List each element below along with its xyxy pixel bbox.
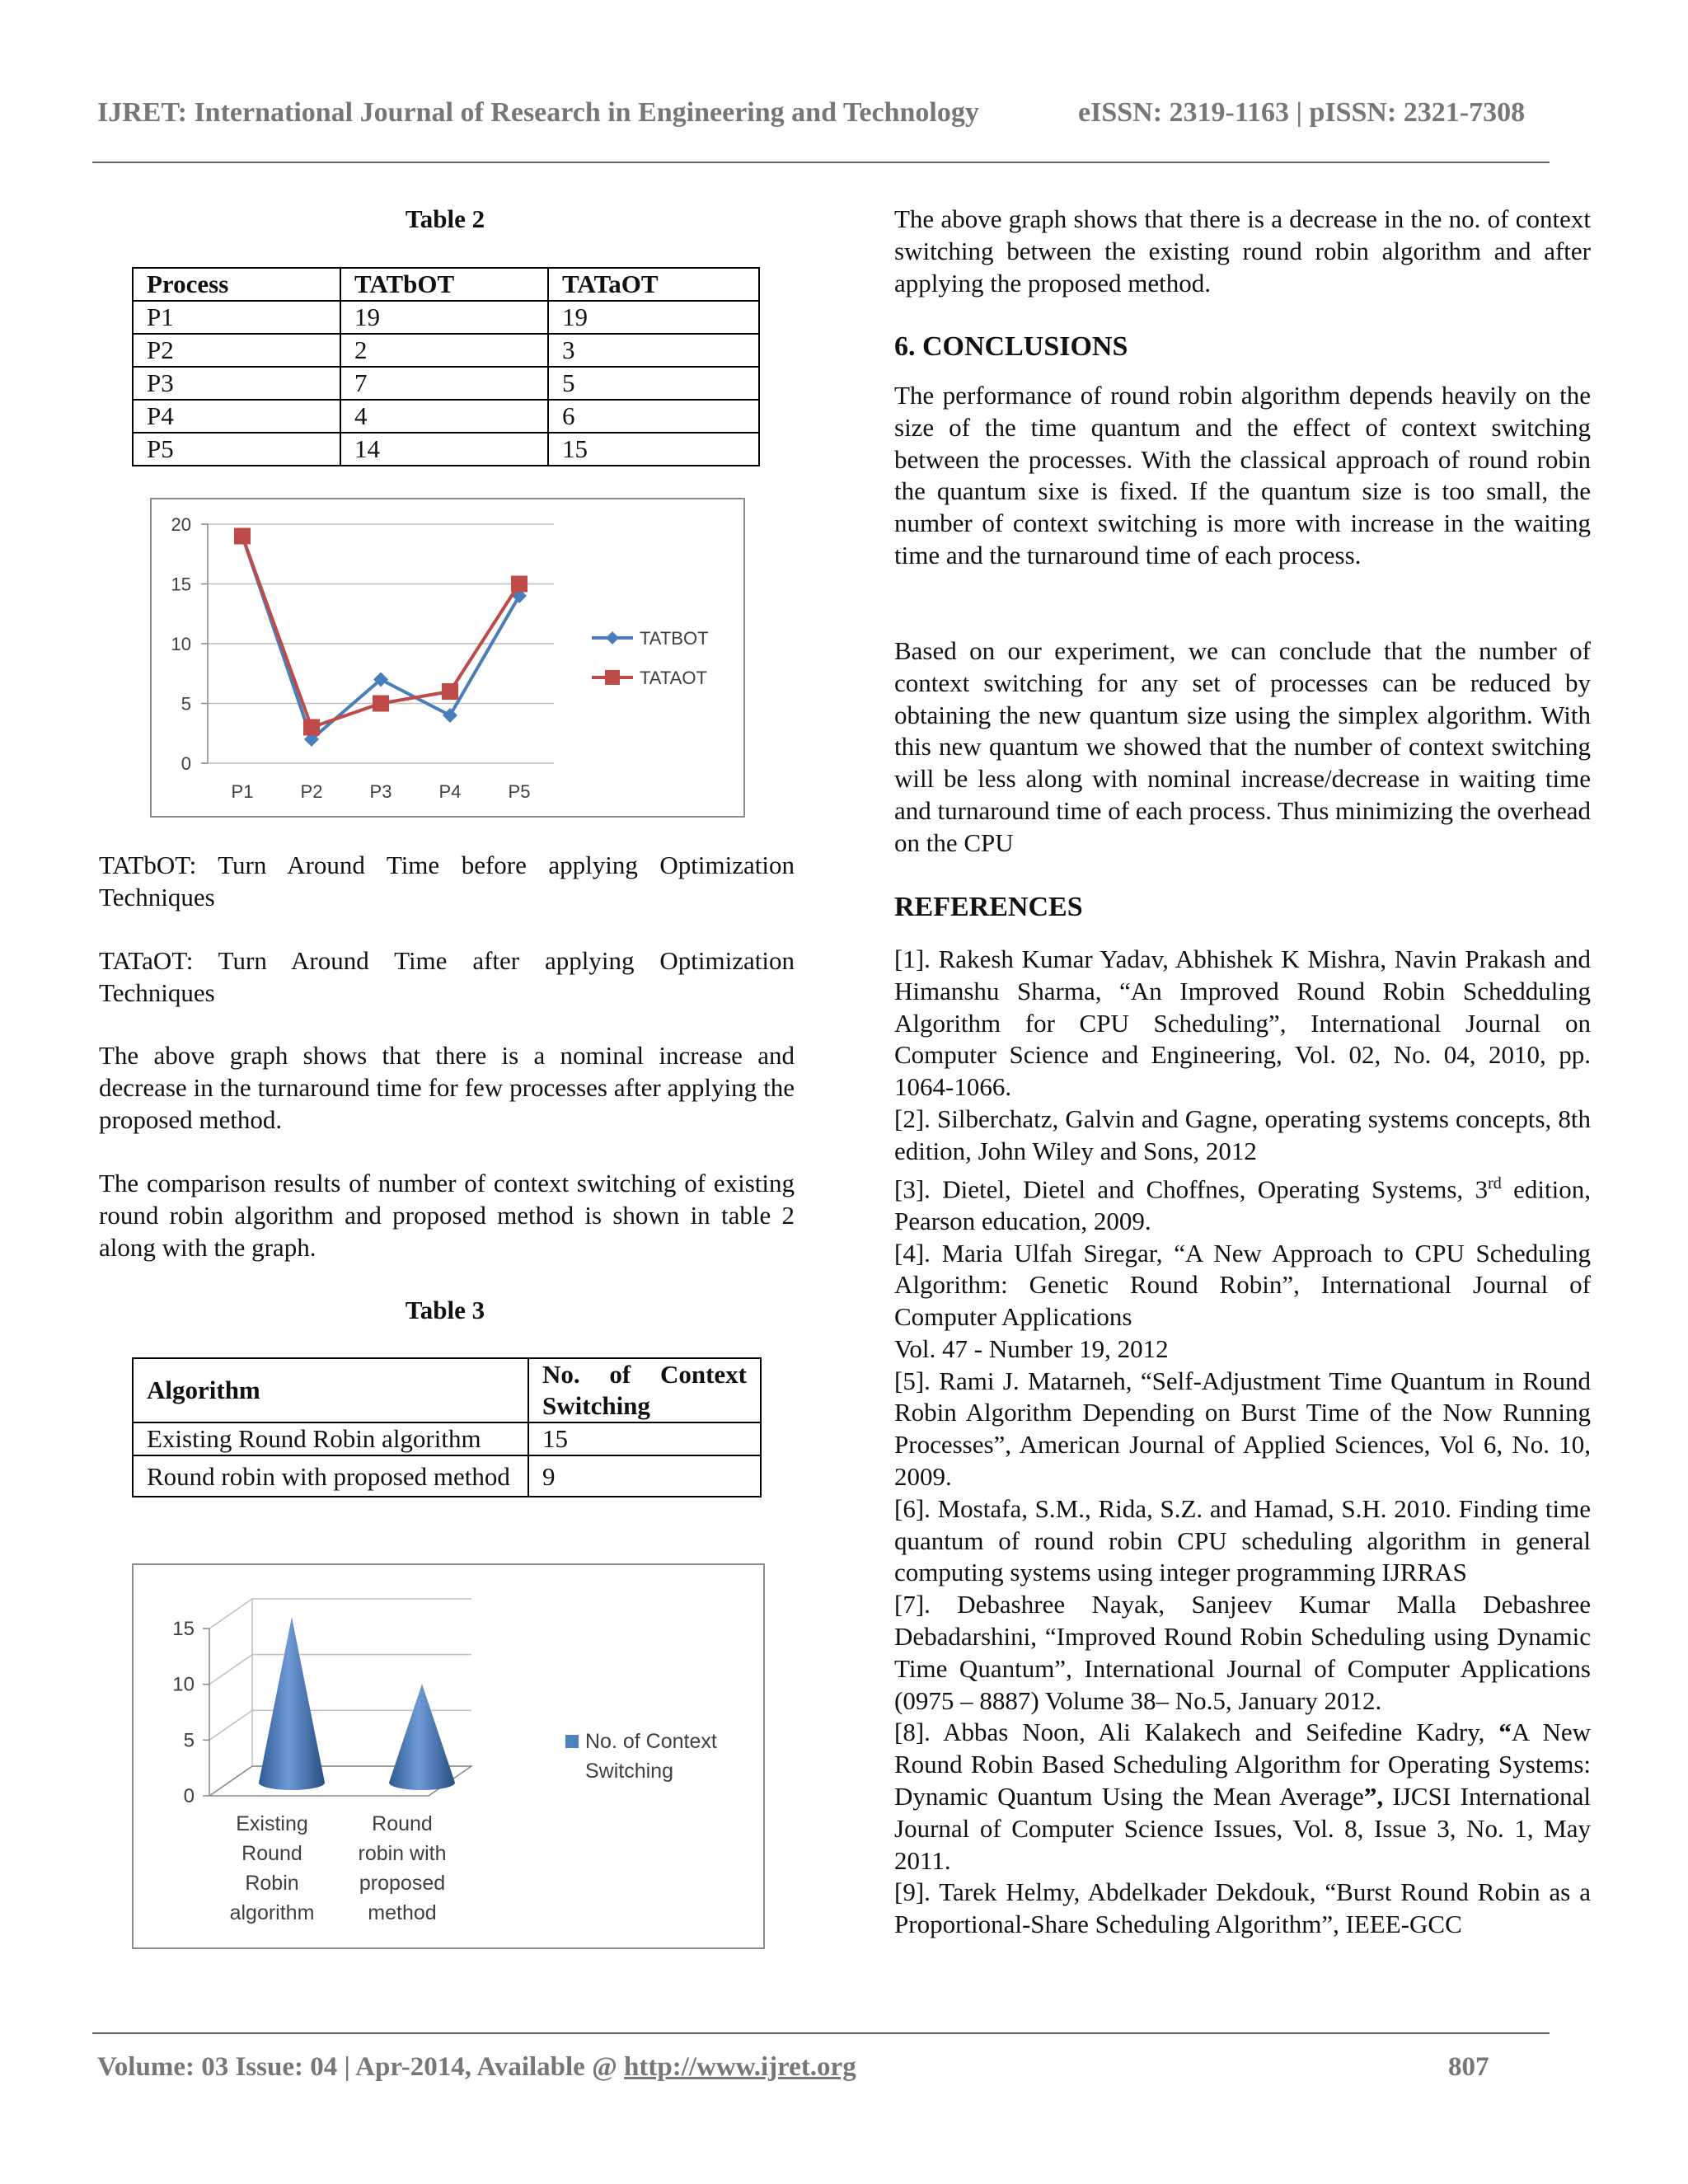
table-row bbox=[133, 301, 759, 334]
table-cell: 3 bbox=[548, 334, 759, 367]
y-tick-label: 0 bbox=[183, 1785, 195, 1807]
running-header bbox=[97, 97, 1548, 129]
x-tick-label: P3 bbox=[369, 781, 392, 802]
reference-superscript: rd bbox=[1488, 1174, 1502, 1193]
reference-item bbox=[894, 1717, 1591, 1877]
journal-link[interactable]: http://www.ijret.org bbox=[624, 2052, 856, 2082]
references-heading: REFERENCES bbox=[894, 892, 1083, 922]
journal-name: IJRET: International Journal of Research in Engineering and Technology bbox=[97, 97, 979, 128]
table3 bbox=[132, 1357, 762, 1497]
legend-label: Switching bbox=[585, 1760, 673, 1783]
line-chart-frame bbox=[150, 498, 745, 818]
cone-chart-frame bbox=[132, 1563, 765, 1949]
def-tatbot: TATbOT: Turn Around Time before applying Optimization Techniques bbox=[99, 851, 795, 912]
conclusion-paragraph-2: Based on our experiment, we can conclude that the number of context switching for any set of processes can be reduced by obtaining the new quantum size using the simplex algorithm. With this new quantum we showed that the number of context switching will be less along with nominal increase/decrease in waiting time and turnaround time of each process. Thus minimizing the overhead on the CPU bbox=[894, 636, 1591, 857]
x-tick-label: P2 bbox=[300, 781, 323, 802]
legend-label: TATBOT bbox=[640, 628, 709, 649]
reference-item: [7]. Debashree Nayak, Sanjeev Kumar Malla Debashree Debadarshini, “Improved Round Robin Scheduling using Dynamic Time Quantum”, International Journal of Computer Applications (0975 – 8887) Volume 38– No.5, January 2012. bbox=[894, 1590, 1591, 1715]
paragraph-graph-note: The above graph shows that there is a nominal increase and decrease in the turnaround time for few processes after applying the proposed method. bbox=[99, 1041, 795, 1134]
table3-caption: Table 3 bbox=[405, 1296, 485, 1324]
reference-text: [3]. Dietel, Dietel and Choffnes, Operating Systems, 3 bbox=[894, 1174, 1489, 1203]
reference-title: A New Round Robin Based Scheduling Algorithm for Operating Systems: Dynamic Quantum Using the Mean Average bbox=[894, 1718, 1591, 1811]
x-tick-label: method bbox=[368, 1901, 437, 1924]
legend-marker bbox=[565, 1735, 579, 1748]
table-cell: Round robin with proposed method bbox=[133, 1455, 528, 1497]
table-cell: P5 bbox=[133, 433, 340, 466]
reference-item: [9]. Tarek Helmy, Abdelkader Dekdouk, “Burst Round Robin as a Proportional-Share Scheduling Algorithm”, IEEE-GCC bbox=[894, 1877, 1591, 1939]
issn-info: eISSN: 2319-1163 | pISSN: 2321-7308 bbox=[1078, 97, 1526, 128]
table-row bbox=[133, 367, 759, 400]
reference-item: [6]. Mostafa, S.M., Rida, S.Z. and Hamad, S.H. 2010. Finding time quantum of round robin CPU scheduling algorithm in general computing systems using integer programming IJRRAS bbox=[894, 1493, 1591, 1587]
references-list bbox=[894, 944, 1591, 1941]
x-tick-label: Existing bbox=[236, 1812, 308, 1835]
table-cell: 5 bbox=[548, 367, 759, 400]
reference-item bbox=[894, 1168, 1591, 1238]
y-tick-label: 5 bbox=[181, 693, 191, 715]
footer-volume bbox=[97, 2052, 856, 2083]
table-cell: 15 bbox=[548, 433, 759, 466]
table-cell: 7 bbox=[340, 367, 548, 400]
table-cell: 2 bbox=[340, 334, 548, 367]
legend-label: TATAOT bbox=[640, 668, 707, 688]
table-header-cell: TATaOT bbox=[548, 268, 759, 301]
footer-text: Volume: 03 Issue: 04 | Apr-2014, Available @ bbox=[97, 2052, 625, 2082]
table-row bbox=[133, 334, 759, 367]
legend-marker bbox=[606, 631, 619, 644]
table-cell: 9 bbox=[528, 1455, 761, 1497]
reference-text: IJCSI International Journal of Computer Science Issues, Vol. 8, Issue 3, No. 1, May 2011. bbox=[894, 1782, 1591, 1875]
table-header-cell: Algorithm bbox=[133, 1358, 528, 1422]
data-point bbox=[442, 683, 458, 700]
table-header-cell: TATbOT bbox=[340, 268, 548, 301]
table-row bbox=[133, 433, 759, 466]
legend-marker bbox=[605, 670, 620, 685]
x-tick-label: proposed bbox=[359, 1872, 446, 1895]
y-tick-label: 15 bbox=[172, 1618, 195, 1640]
paragraph-comparison: The comparison results of number of context switching of existing round robin algorithm and proposed method is shown in table 2 along with the graph. bbox=[99, 1169, 795, 1262]
data-point bbox=[303, 719, 320, 736]
table-cell: 4 bbox=[340, 400, 548, 433]
x-tick-label: Round bbox=[241, 1842, 302, 1865]
x-tick-label: Round bbox=[372, 1812, 433, 1835]
table-cell: P2 bbox=[133, 334, 340, 367]
table-cell: 6 bbox=[548, 400, 759, 433]
x-tick-label: robin with bbox=[358, 1842, 447, 1865]
table-cell: P3 bbox=[133, 367, 340, 400]
def-tataot: TATaOT: Turn Around Time after applying Optimization Techniques bbox=[99, 946, 795, 1007]
reference-text: [8]. Abbas Noon, Ali Kalakech and Seifedine Kadry, bbox=[894, 1718, 1499, 1747]
table-cell: Existing Round Robin algorithm bbox=[133, 1422, 528, 1455]
x-tick-label: P1 bbox=[231, 781, 254, 802]
table-header-row bbox=[133, 1358, 761, 1422]
cone-bar bbox=[389, 1684, 455, 1790]
table-cell: 15 bbox=[528, 1422, 761, 1455]
cone-chart bbox=[134, 1565, 763, 1947]
reference-item: [4]. Maria Ulfah Siregar, “A New Approach to CPU Scheduling Algorithm: Genetic Round Robin”, International Journal of Computer Applications bbox=[894, 1238, 1591, 1332]
paragraph-decrease-note: The above graph shows that there is a decrease in the no. of context switching between the existing round robin algorithm and after applying the proposed method. bbox=[894, 204, 1591, 298]
conclusion-paragraph-1: The performance of round robin algorithm depends heavily on the size of the time quantum and the effect of context switching between the processes. With the classical approach of round robin the quantum sixe is fixed. If the quantum size is too small, the number of context switching is more with increase in the waiting time and the turnaround time of each process. bbox=[894, 381, 1591, 569]
data-point bbox=[234, 528, 251, 545]
table2 bbox=[132, 267, 760, 466]
data-point bbox=[511, 576, 528, 593]
data-point bbox=[443, 708, 457, 723]
y-tick-label: 10 bbox=[172, 1673, 195, 1696]
y-tick-label: 0 bbox=[181, 753, 191, 774]
y-tick-label: 5 bbox=[183, 1729, 195, 1752]
reference-item: [5]. Rami J. Matarneh, “Self-Adjustment Time Quantum in Round Robin Algorithm Depending on Burst Time of the Now Running Processes”, American Journal of Applied Sciences, Vol 6, No. 10, 2009. bbox=[894, 1366, 1591, 1492]
table-cell: P1 bbox=[133, 301, 340, 334]
y-tick-label: 15 bbox=[171, 574, 191, 595]
gridline bbox=[209, 1655, 471, 1685]
x-tick-label: P5 bbox=[508, 781, 531, 802]
conclusions-heading: 6. CONCLUSIONS bbox=[894, 331, 1128, 362]
data-point bbox=[373, 696, 389, 712]
legend-label: No. of Context bbox=[585, 1730, 717, 1753]
x-tick-label: P4 bbox=[438, 781, 462, 802]
y-tick-label: 10 bbox=[171, 634, 191, 654]
cone-bar bbox=[259, 1617, 325, 1790]
table-cell: 19 bbox=[340, 301, 548, 334]
table-row bbox=[133, 1455, 761, 1497]
reference-item: [2]. Silberchatz, Galvin and Gagne, operating systems concepts, 8th edition, John Wiley and Sons, 2012 bbox=[894, 1104, 1591, 1165]
table-header-cell: Process bbox=[133, 268, 340, 301]
table-row bbox=[133, 1422, 761, 1455]
table-cell: 14 bbox=[340, 433, 548, 466]
reference-item: [1]. Rakesh Kumar Yadav, Abhishek K Mishra, Navin Prakash and Himanshu Sharma, “An Improved Round Robin Schedduling Algorithm for CPU Scheduling”, International Journal on Computer Science and Engineering, Vol. 02, No. 04, 2010, pp. 1064-1066. bbox=[894, 944, 1591, 1102]
table-cell: P4 bbox=[133, 400, 340, 433]
table-cell: 19 bbox=[548, 301, 759, 334]
y-tick-label: 20 bbox=[171, 514, 191, 535]
table-row bbox=[133, 400, 759, 433]
table2-caption: Table 2 bbox=[405, 204, 485, 233]
reference-quote: “ bbox=[1498, 1718, 1512, 1747]
table-header-row bbox=[133, 268, 759, 301]
gridline bbox=[209, 1599, 471, 1629]
table-header-cell: No. of Context Switching bbox=[528, 1358, 761, 1422]
footer-rule bbox=[92, 2032, 1550, 2034]
page-number: 807 bbox=[1448, 2052, 1489, 2082]
reference-text: edition, Pearson education, 2009. bbox=[894, 1174, 1591, 1235]
line-chart bbox=[152, 499, 743, 816]
reference-quote: ”, bbox=[1363, 1782, 1384, 1811]
x-tick-label: algorithm bbox=[229, 1901, 315, 1924]
x-tick-label: Robin bbox=[245, 1872, 299, 1895]
header-rule bbox=[92, 162, 1550, 163]
reference-item: Vol. 47 - Number 19, 2012 bbox=[894, 1333, 1169, 1363]
